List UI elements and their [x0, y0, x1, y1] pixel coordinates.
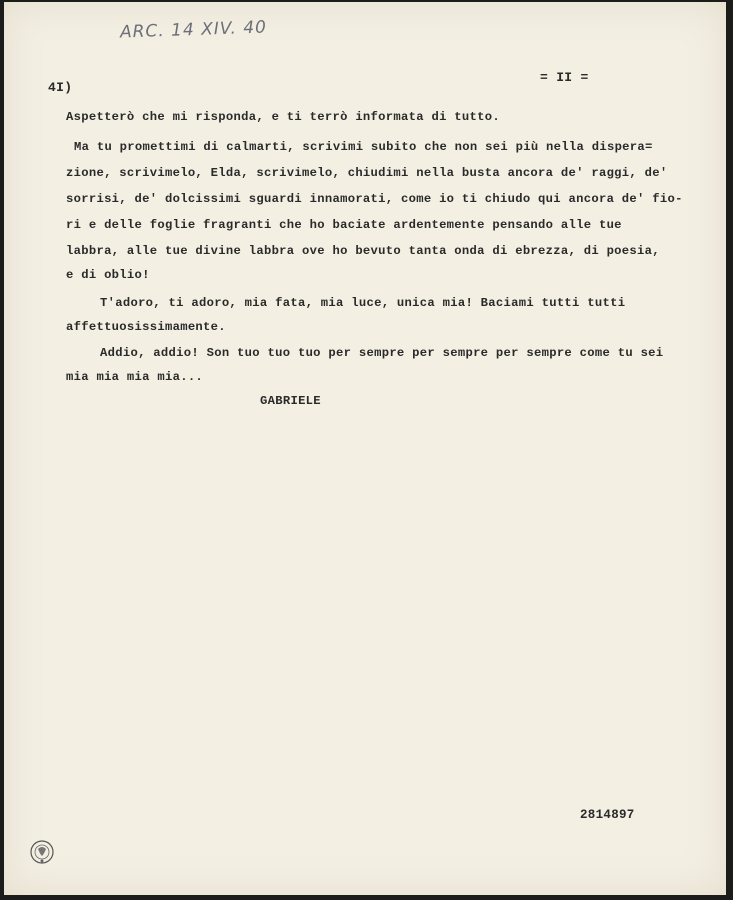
- letter-line: T'adoro, ti adoro, mia fata, mia luce, unica mia! Baciami tutti tutti: [100, 296, 626, 310]
- letter-line: Ma tu promettimi di calmarti, scrivimi subito che non sei più nella dispera=: [74, 140, 653, 154]
- letter-line: labbra, alle tue divine labbra ove ho bevuto tanta onda di ebrezza, di poesia,: [66, 244, 660, 258]
- letter-line: mia mia mia mia...: [66, 370, 204, 384]
- letter-line: e di oblio!: [66, 268, 150, 282]
- letter-line: zione, scrivimelo, Elda, scrivimelo, chiudimi nella busta ancora de' raggi, de': [66, 166, 668, 180]
- signature: GABRIELE: [260, 394, 321, 408]
- letter-line: Aspetterò che mi risponda, e ti terrò informata di tutto.: [66, 110, 500, 124]
- letter-line: Addio, addio! Son tuo tuo tuo per sempre per sempre per sempre come tu sei: [100, 346, 664, 360]
- archive-stamp-icon: [28, 836, 56, 868]
- handwritten-archive-note: ARC. 14 XIV. 40: [119, 17, 268, 43]
- page-number: = II =: [540, 70, 589, 85]
- letter-line: ri e delle foglie fragranti che ho baciate ardentemente pensando alle tue: [66, 218, 622, 232]
- archive-id-number: 2814897: [580, 808, 635, 822]
- letter-line: sorrisi, de' dolcissimi sguardi innamorati, come io ti chiudo qui ancora de' fio-: [66, 192, 683, 206]
- document-number: 4I): [48, 80, 73, 95]
- document-page: [4, 2, 726, 895]
- letter-line: affettuosissimamente.: [66, 320, 226, 334]
